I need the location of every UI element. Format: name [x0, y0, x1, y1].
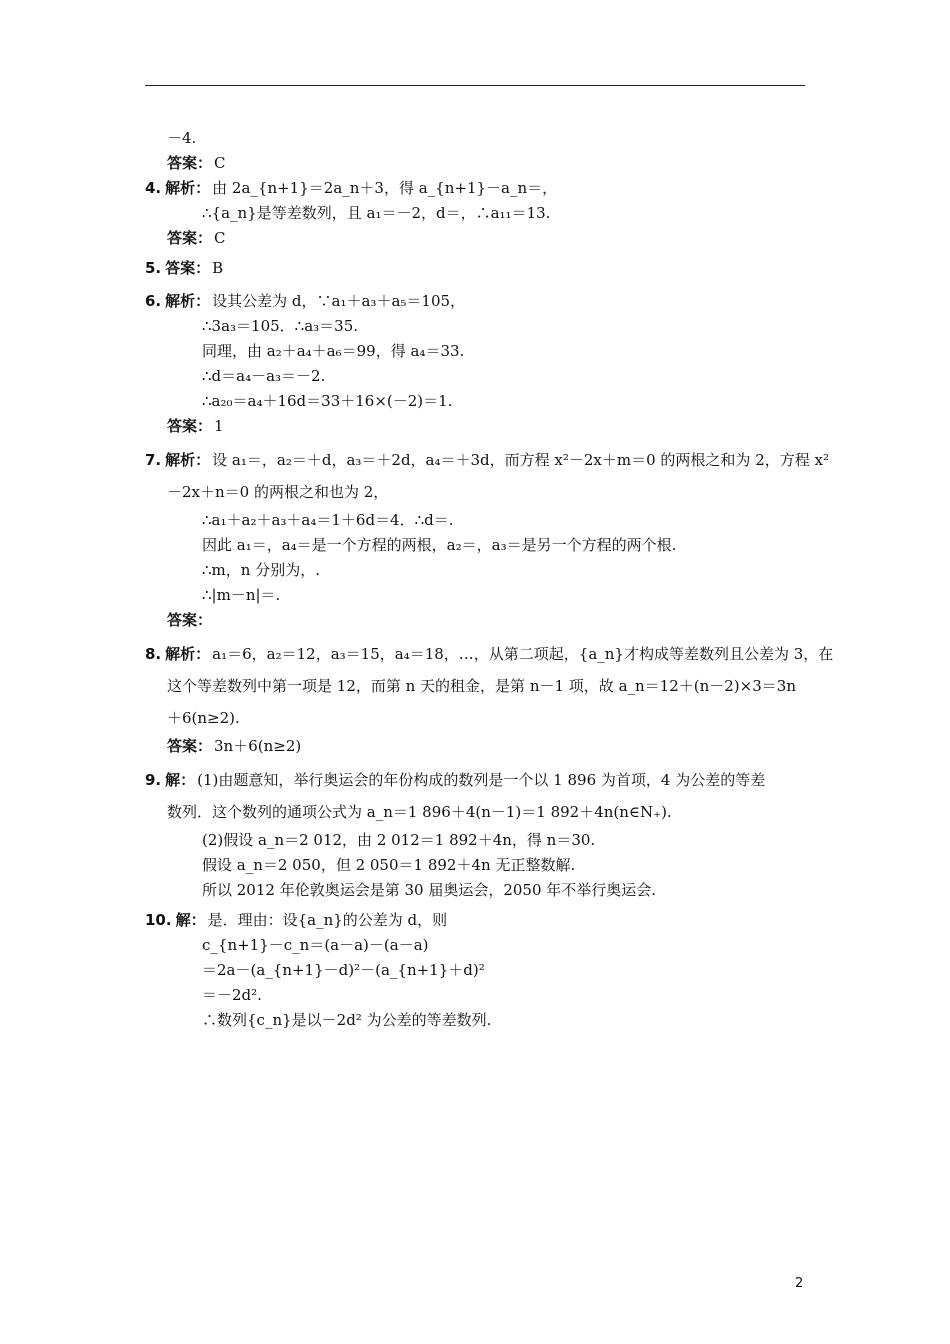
section-label: 答案： [167, 229, 213, 247]
text-line [145, 201, 810, 226]
text-line [145, 389, 810, 414]
line-text: 1 [214, 417, 224, 435]
section-label: 解析： [165, 292, 211, 310]
text-line [145, 702, 810, 734]
section-label: 答案： [167, 417, 213, 435]
text-line [145, 126, 810, 151]
section-label: 答案： [167, 737, 213, 755]
section-label: 答案： [167, 154, 213, 172]
text-line [145, 226, 810, 251]
text-line [145, 558, 810, 583]
section-label: 答案： [167, 611, 213, 629]
text-line [145, 796, 810, 828]
line-text: －2x＋n＝0 的两根之和也为 2， [167, 483, 389, 501]
line-text: 因此 a₁＝，a₄＝是一个方程的两根，a₂＝，a₃＝是另一个方程的两个根. [202, 536, 677, 554]
page-number: 2 [795, 1276, 804, 1291]
section-label: 解： [175, 911, 206, 929]
text-line [145, 638, 834, 670]
line-text: (2)假设 a_n＝2 012，由 2 012＝1 892＋4n，得 n＝30. [202, 831, 596, 849]
problem-number: 8. [145, 645, 162, 663]
text-line [145, 151, 810, 176]
text-line [145, 828, 810, 853]
line-text: ∴|m－n|＝. [202, 586, 281, 604]
line-text: 这个等差数列中第一项是 12，而第 n 天的租金，是第 n－1 项，故 a_n＝12＋(n－2)×3＝3n [167, 677, 796, 695]
line-text: 设 a₁＝，a₂＝＋d，a₃＝＋2d，a₄＝＋3d，而方程 x²－2x＋m＝0 的两根之和为 2，方程 x² [212, 451, 829, 469]
line-text: a₁＝6，a₂＝12，a₃＝15，a₄＝18，…，从第二项起，{a_n}才构成等差数列且公差为 3，在 [212, 645, 834, 663]
line-text: ∴a₁＋a₂＋a₃＋a₄＝1＋6d＝4．∴d＝. [202, 511, 454, 529]
text-line [145, 364, 810, 389]
problem-number: 10. [145, 911, 172, 929]
line-text: 由 2a_{n+1}＝2a_n＋3，得 a_{n+1}－a_n＝， [212, 179, 558, 197]
line-text: ∴a₂₀＝a₄＋16d＝33＋16×(－2)＝1. [202, 392, 453, 410]
text-line [145, 764, 810, 796]
section-label: 解： [165, 771, 196, 789]
line-text: (1)由题意知，举行奥运会的年份构成的数列是一个以 1 896 为首项，4 为公差的等差 [197, 771, 766, 789]
text-line [145, 176, 810, 201]
document-body [145, 126, 834, 1033]
line-text: 3n＋6(n≥2) [214, 737, 302, 755]
problem-number: 6. [145, 292, 162, 310]
section-label: 解析： [165, 179, 211, 197]
text-line [145, 670, 810, 702]
line-text: ＝－2d². [202, 986, 262, 1004]
text-line [145, 289, 810, 314]
section-label: 答案： [165, 259, 211, 277]
text-line [145, 508, 810, 533]
section-label: 解析： [165, 645, 211, 663]
line-text: 同理，由 a₂＋a₄＋a₆＝99，得 a₄＝33. [202, 342, 465, 360]
line-text: B [212, 259, 224, 277]
text-line [145, 734, 810, 759]
line-text: ∴d＝a₄－a₃＝－2. [202, 367, 326, 385]
line-text: 数列．这个数列的通项公式为 a_n＝1 896＋4(n－1)＝1 892＋4n(n∈N₊). [167, 803, 672, 821]
text-line [145, 533, 810, 558]
text-line [145, 314, 810, 339]
line-text: C [214, 154, 226, 172]
line-text: 假设 a_n＝2 050，但 2 050＝1 892＋4n 无正整数解. [202, 856, 576, 874]
line-text: ∴数列{c_n}是以－2d² 为公差的等差数列. [202, 1011, 492, 1029]
text-line [145, 414, 810, 439]
text-line [145, 608, 810, 633]
line-text: c_{n+1}－c_n＝(a－a)－(a－a) [202, 936, 429, 954]
line-text: ＝2a－(a_{n+1}－d)²－(a_{n+1}＋d)² [202, 961, 485, 979]
problem-number: 5. [145, 259, 162, 277]
text-line [145, 256, 810, 281]
line-text: －4. [167, 129, 197, 147]
text-line [145, 444, 829, 476]
line-text: ∴3a₃＝105．∴a₃＝35. [202, 317, 359, 335]
line-text: 所以 2012 年伦敦奥运会是第 30 届奥运会，2050 年不举行奥运会. [202, 881, 657, 899]
text-line [145, 583, 810, 608]
line-text: C [214, 229, 226, 247]
problem-number: 9. [145, 771, 162, 789]
text-line [145, 853, 810, 878]
text-line [145, 1008, 810, 1033]
problem-number: 4. [145, 179, 162, 197]
text-line [145, 878, 810, 903]
problem-number: 7. [145, 451, 162, 469]
section-label: 解析： [165, 451, 211, 469]
line-text: ＋6(n≥2). [167, 709, 240, 727]
line-text: 设其公差为 d，∵a₁＋a₃＋a₅＝105， [212, 292, 466, 310]
text-line [145, 958, 810, 983]
text-line [145, 339, 810, 364]
line-text: 是．理由：设{a_n}的公差为 d，则 [207, 911, 448, 929]
text-line [145, 933, 810, 958]
text-line [145, 476, 810, 508]
line-text: ∴{a_n}是等差数列，且 a₁＝－2，d＝，∴a₁₁＝13. [202, 204, 551, 222]
line-text: ∴m，n 分别为，. [202, 561, 320, 579]
header-rule [145, 85, 805, 86]
text-line [145, 983, 810, 1008]
line-gap [145, 281, 810, 289]
text-line [145, 908, 810, 933]
